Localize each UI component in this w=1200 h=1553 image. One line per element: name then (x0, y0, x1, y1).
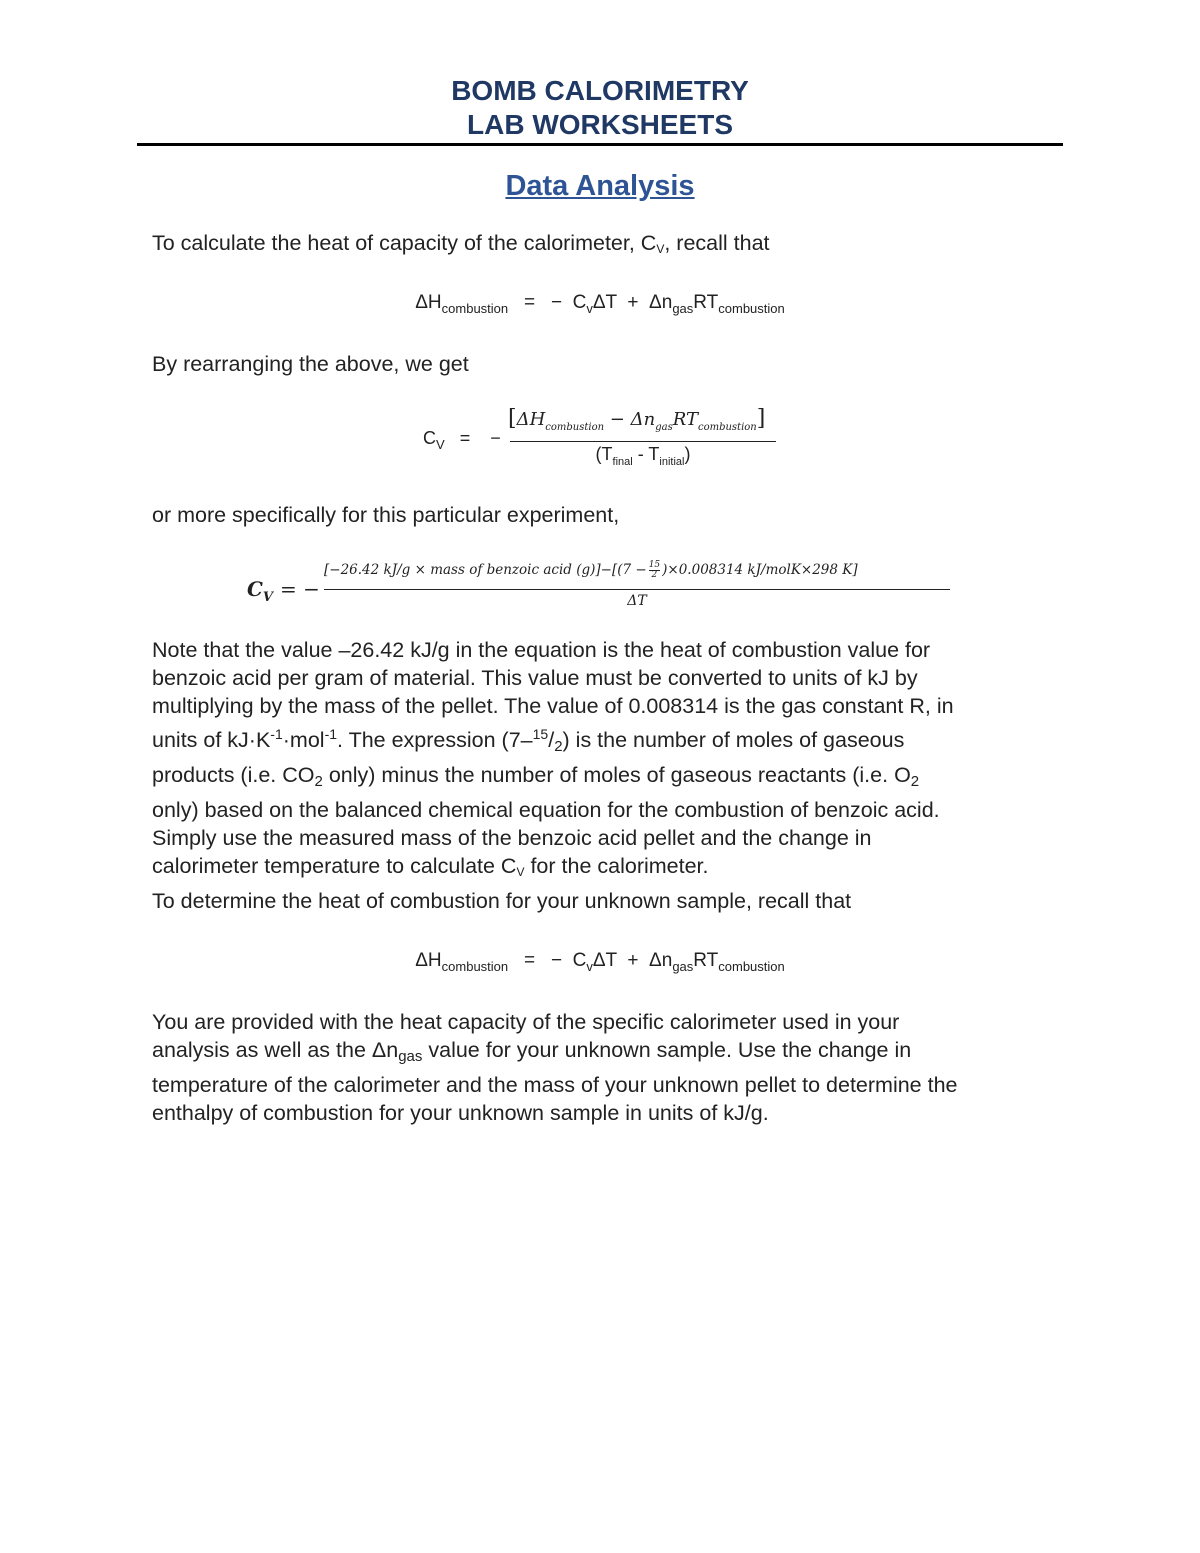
eq3-frac-num: 15 (648, 560, 661, 570)
note-l8-sub: V (516, 865, 525, 879)
note-line-3: multiplying by the mass of the pellet. The value of 0.008314 is the gas constant R, in (152, 694, 954, 718)
eq2-lhs-c: C (423, 428, 436, 448)
eq2-fraction-bar (510, 441, 776, 442)
note-l4-frac-den: 2 (554, 738, 563, 755)
note-l4-frac-num: 15 (532, 726, 549, 742)
equation-enthalpy-2 (0, 950, 1200, 974)
note-line-7: Simply use the measured mass of the benzoic acid pellet and the change in (152, 826, 872, 850)
eq1-rt-sub: combustion (718, 301, 785, 316)
note-line-5 (152, 761, 1052, 796)
specific-paragraph: or more specifically for this particular experiment, (152, 503, 620, 527)
eq2-lhs (423, 428, 501, 452)
eq3-inner-fraction (649, 561, 660, 580)
note-l4-slash: / (548, 728, 555, 752)
header-title-line1: BOMB CALORIMETRY (451, 75, 749, 106)
note-l4-c: . The expression (7– (337, 728, 533, 752)
provided-line-1: You are provided with the heat capacity of the specific calorimeter used in your (152, 1010, 900, 1034)
eq3-num-part2: )×0.008314 kJ/molK×298 K] (662, 562, 858, 578)
note-l5-sub2: 2 (910, 773, 920, 790)
determine-paragraph: To determine the heat of combustion for your unknown sample, recall that (152, 889, 852, 913)
provided-paragraph (152, 1008, 1052, 1127)
note-line-1: Note that the value –26.42 kJ/g in the equation is the heat of combustion value for (152, 638, 931, 662)
rearrange-paragraph: By rearranging the above, we get (152, 352, 469, 376)
provided-line-2 (152, 1036, 1052, 1071)
eq4-cv: C (572, 950, 587, 971)
eq1-equals: = (523, 292, 536, 313)
eq1-plus: + (627, 292, 639, 313)
note-line-8 (152, 852, 1052, 886)
provided-l2-b: value for your unknown sample. Use the change in (422, 1038, 912, 1062)
equation-enthalpy-1 (0, 292, 1200, 316)
note-l5-a: products (i.e. CO (152, 763, 315, 787)
eq3-denominator: ΔT (627, 593, 647, 609)
note-l8-b: for the calorimeter. (524, 854, 709, 878)
eq2-minus: − (490, 428, 501, 448)
eq3-equals: = − (279, 577, 320, 601)
intro-paragraph (152, 229, 1052, 263)
note-paragraph (152, 636, 1052, 886)
section-title: Data Analysis (505, 170, 695, 202)
note-line-2: benzoic acid per gram of material. This value must be converted to units of kJ by (152, 666, 918, 690)
eq3-fraction-bar (324, 589, 950, 590)
eq3-frac-den: 2 (651, 570, 658, 580)
eq3-num-part1: [−26.42 kJ/g × mass of benzoic acid (g)]−[(7 − (324, 562, 647, 578)
eq2-num-minus: − (609, 409, 625, 430)
eq1-dn: Δn (649, 292, 673, 313)
header-title-line2: LAB WORKSHEETS (467, 109, 733, 140)
eq2-lhs-sub: V (436, 437, 445, 452)
eq4-lhs: ΔH (415, 950, 442, 971)
eq2-den-open: (T (595, 444, 613, 464)
eq2-denominator (510, 444, 776, 468)
eq2-num-dn-sub: gas (655, 422, 673, 433)
note-l5-sub1: 2 (314, 773, 323, 790)
eq1-cv-sub: v (586, 301, 593, 316)
equation-cv-general (0, 400, 1200, 480)
eq3-numerator (324, 561, 954, 580)
eq4-equals: = (523, 950, 536, 971)
note-l4-b: ·mol (282, 728, 325, 752)
eq2-den-initial: initial (659, 456, 685, 468)
eq2-numerator: $[\Delta H_{combustion} - \Delta n_{gas}RT_{combustion}]$ (508, 406, 766, 433)
eq4-dt: ΔT (592, 950, 617, 971)
intro-text-after: , recall that (664, 231, 770, 255)
eq2-num-dh: ΔH (516, 409, 546, 430)
eq2-den-mid: - T (632, 444, 660, 464)
note-line-4 (152, 720, 1052, 761)
eq4-minus: − (550, 950, 563, 971)
eq1-dn-sub: gas (672, 301, 694, 316)
equation-cv-specific (0, 555, 1200, 615)
eq1-minus: − (550, 292, 563, 313)
note-l4-d: ) is the number of moles of gaseous (562, 728, 905, 752)
document-header (0, 74, 1200, 142)
eq4-dn: Δn (649, 950, 673, 971)
eq1-rt: RT (693, 292, 719, 313)
eq4-cv-sub: v (586, 959, 593, 974)
note-l8-a: calorimeter temperature to calculate C (152, 854, 517, 878)
eq2-num-rt-sub: combustion (697, 422, 757, 433)
eq3-lhs-sub: V (262, 590, 274, 605)
eq1-dt: ΔT (592, 292, 617, 313)
eq1-lhs: ΔH (415, 292, 442, 313)
eq4-plus: + (627, 950, 639, 971)
intro-cv-subscript: V (656, 242, 665, 256)
eq4-lhs-sub: combustion (441, 959, 509, 974)
eq1-lhs-sub: combustion (441, 301, 509, 316)
eq3-lhs-c: C (247, 577, 263, 601)
provided-line-3: temperature of the calorimeter and the mass of your unknown pellet to determine the (152, 1073, 958, 1097)
note-line-6: only) based on the balanced chemical equation for the combustion of benzoic acid. (152, 798, 940, 822)
eq3-lhs (247, 577, 320, 605)
note-l4-a: units of kJ·K (152, 728, 271, 752)
eq4-dn-sub: gas (672, 959, 694, 974)
eq1-cv: C (572, 292, 587, 313)
eq2-den-final: final (612, 456, 633, 468)
header-divider (137, 143, 1063, 146)
note-l4-sup1: -1 (270, 726, 283, 742)
eq2-den-close: ) (684, 444, 691, 464)
intro-text-before: To calculate the heat of capacity of the calorimeter, C (152, 231, 657, 255)
eq2-num-rt: RT (672, 409, 698, 430)
provided-l2-sub: gas (398, 1048, 423, 1065)
provided-l2-a: analysis as well as the Δn (152, 1038, 399, 1062)
eq2-num-dn: Δn (630, 409, 656, 430)
eq4-rt-sub: combustion (718, 959, 785, 974)
note-l4-sup2: -1 (324, 726, 338, 742)
note-l5-b: only) minus the number of moles of gaseous reactants (i.e. O (322, 763, 911, 787)
eq2-equals: = (459, 428, 471, 448)
eq4-rt: RT (693, 950, 719, 971)
provided-line-4: enthalpy of combustion for your unknown sample in units of kJ/g. (152, 1101, 769, 1125)
eq2-num-dh-sub: combustion (545, 422, 605, 433)
